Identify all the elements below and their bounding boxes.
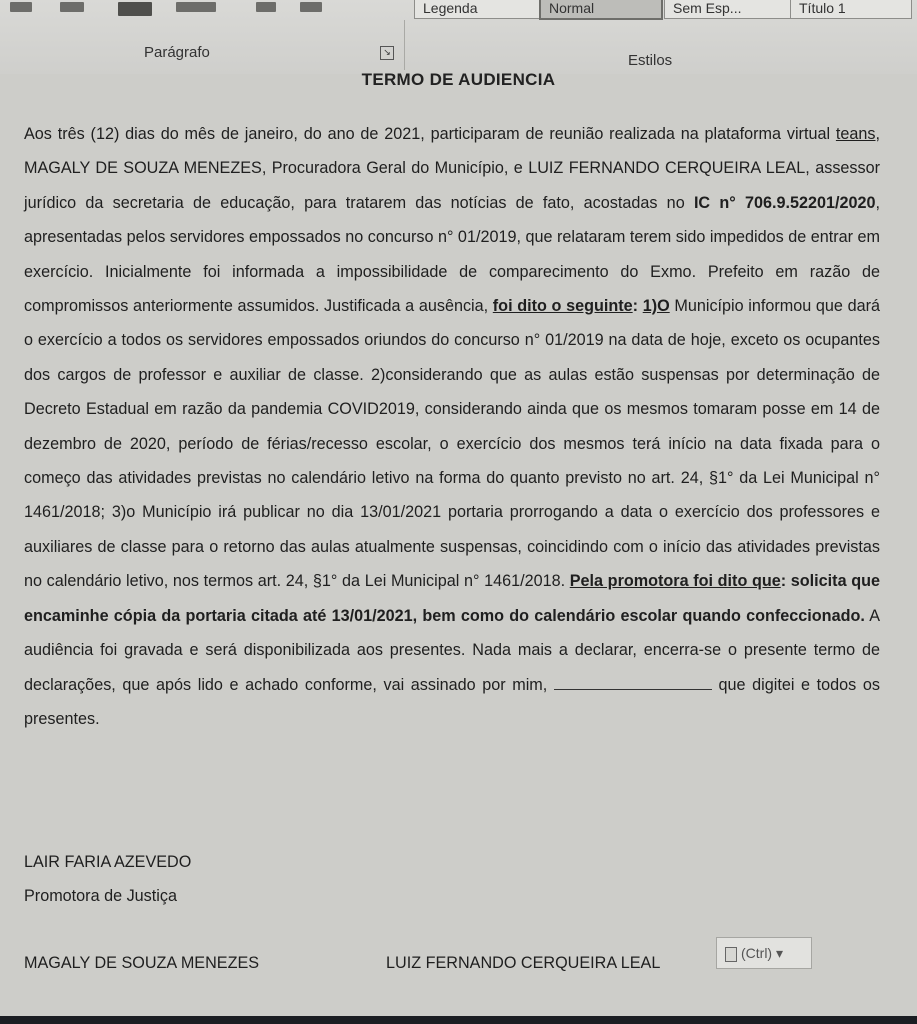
signature-blank — [554, 675, 712, 690]
document-body[interactable] — [24, 117, 880, 736]
style-sem-espacamento[interactable]: Sem Esp... — [664, 0, 794, 19]
styles-group-label: Estilos — [628, 52, 673, 69]
body-paragraph: Aos três (12) dias do mês de janeiro, do ano de 2021, participaram de reunião realizada na plataforma virtual teans, MAGALY DE SOUZA MENEZES, Procuradora Geral do Município, e LUIZ FERNANDO CERQUEIRA LEAL, assessor jurídico da secretaria de educação, para tratarem das notícias de fato, acostadas no IC n° 706.9.52201/2020, apresentadas pelos servidores empossados no concurso n° 01/2019, que relataram terem sido impedidos de entrar em exercício. Inicialmente foi informada a impossibilidade de comparecimento do Exmo. Prefeito em razão de compromissos anteriormente assumidos. Justificada a ausência, foi dito o seguinte: 1)O Município informou que dará o exercício a todos os servidores empossados oriundos do concurso n° 01/2019 na data de hoje, exceto os ocupantes dos cargos de professor e auxiliar de classe. 2)considerando que as aulas estão suspensas por determinação de Decreto Estadual em razão da pandemia COVID2019, considerando ainda que os mesmos tomaram posse em 14 de dezembro de 2020, período de férias/recesso escolar, o exercício dos mesmos terá início na data fixada para o começo das atividades previstas no calendário letivo na forma do quanto previsto no art. 24, §1° da Lei Municipal n° 1461/2018; 3)o Município irá publicar no dia 13/01/2021 portaria prorrogando a data o exercício dos professores e auxiliares de classe para o retorno das aulas atualmente suspensas, coincidindo com o início das atividades previstas no calendário letivo, nos termos art. 24, §1° da Lei Municipal n° 1461/2018. Pela promotora foi dito que: solicita que encaminhe cópia da portaria citada até 13/01/2021, bem como do calendário escolar quando confeccionado. A audiência foi gravada e será disponibilizada aos presentes. Nada mais a declarar, encerra-se o presente termo de declarações, que após lido e achado conforme, vai assinado por mim, que digitei e todos os presentes. — [24, 125, 880, 728]
signer2-name: MAGALY DE SOUZA MENEZES — [24, 954, 260, 972]
document-page[interactable] — [0, 70, 917, 1016]
taskbar — [0, 1016, 917, 1024]
paste-options-button[interactable]: (Ctrl) ▾ — [716, 937, 812, 969]
document-title: TERMO DE AUDIENCIA — [361, 70, 556, 89]
signer1-role: Promotora de Justiça — [24, 887, 177, 905]
paragraph-toolbar — [0, 0, 330, 18]
style-normal[interactable]: Normal — [539, 0, 663, 20]
signer1-name: LAIR FARIA AZEVEDO — [24, 853, 192, 871]
clipboard-icon — [725, 947, 737, 962]
style-titulo-1[interactable]: Título 1 — [790, 0, 912, 19]
paragraph-dialog-launcher-icon[interactable]: ↘ — [380, 46, 394, 60]
paragraph-group-label: Parágrafo — [144, 44, 210, 61]
align-left-icon[interactable] — [10, 2, 32, 12]
ribbon — [0, 0, 917, 75]
line-spacing-icon[interactable] — [176, 2, 216, 12]
style-legenda[interactable]: Legenda — [414, 0, 544, 19]
align-center-icon[interactable] — [60, 2, 84, 12]
shading-icon[interactable] — [256, 2, 276, 12]
justify-icon[interactable] — [118, 2, 152, 16]
ribbon-divider — [404, 20, 405, 70]
borders-icon[interactable] — [300, 2, 322, 12]
signer3-name: LUIZ FERNANDO CERQUEIRA LEAL — [386, 954, 661, 972]
